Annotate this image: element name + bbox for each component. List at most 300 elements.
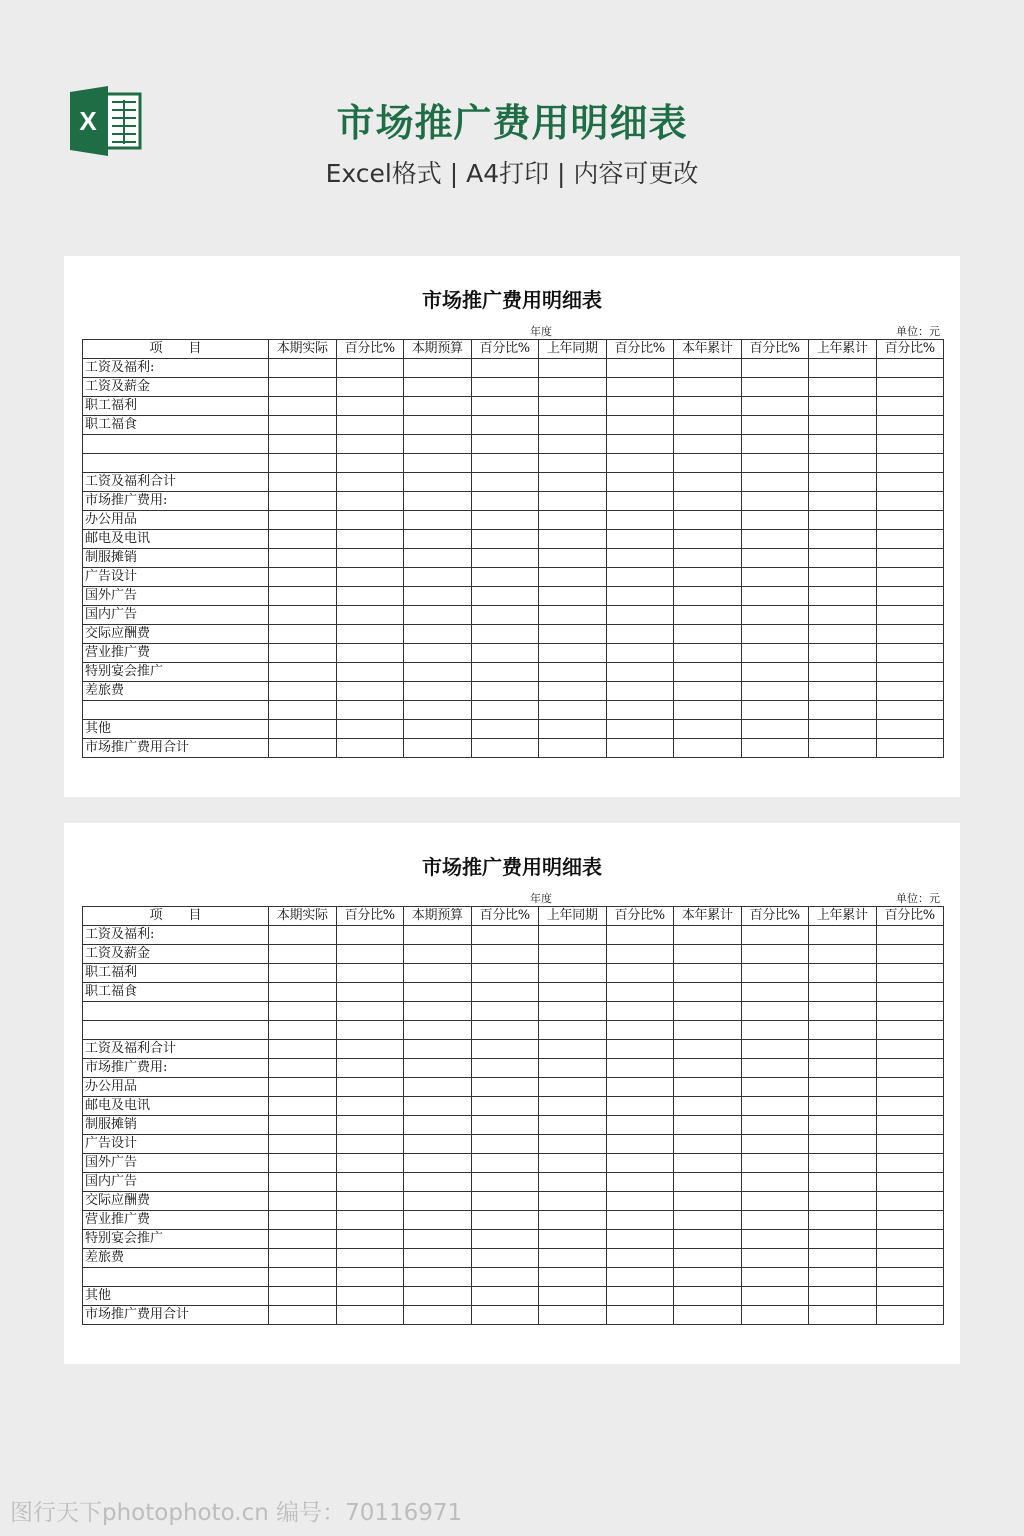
table-cell (471, 1173, 539, 1192)
column-header: 本期实际 (269, 340, 337, 359)
table-cell (336, 511, 404, 530)
table-cell (809, 720, 877, 739)
table-cell (876, 587, 944, 606)
row-label (83, 435, 269, 454)
table-cell (876, 1154, 944, 1173)
table-cell (809, 511, 877, 530)
row-label: 邮电及电讯 (83, 530, 269, 549)
table-cell (539, 1287, 607, 1306)
table-cell (404, 1002, 472, 1021)
sheet-preview-2 (64, 823, 960, 1364)
table-cell (404, 983, 472, 1002)
table-cell (336, 1211, 404, 1230)
table-cell (269, 530, 337, 549)
table-cell (269, 454, 337, 473)
row-label: 营业推广费 (83, 1211, 269, 1230)
row-label (83, 454, 269, 473)
column-header: 百分比% (606, 907, 674, 926)
table-cell (336, 1249, 404, 1268)
table-row (83, 473, 944, 492)
table-cell (404, 720, 472, 739)
table-cell (741, 739, 809, 758)
table-cell (539, 606, 607, 625)
table-cell (269, 625, 337, 644)
column-header: 百分比% (876, 340, 944, 359)
table-cell (404, 926, 472, 945)
row-label: 广告设计 (83, 568, 269, 587)
table-cell (471, 1078, 539, 1097)
table-cell (809, 530, 877, 549)
table-cell (269, 1306, 337, 1325)
table-cell (471, 945, 539, 964)
table-cell (674, 1059, 742, 1078)
table-cell (539, 1306, 607, 1325)
table-cell (674, 397, 742, 416)
table-cell (269, 964, 337, 983)
table-cell (876, 625, 944, 644)
table-cell (471, 416, 539, 435)
expense-table (82, 339, 944, 758)
table-cell (876, 1211, 944, 1230)
table-cell (539, 739, 607, 758)
table-cell (606, 606, 674, 625)
row-label: 市场推广费用合计 (83, 1306, 269, 1325)
table-cell (471, 435, 539, 454)
table-cell (539, 964, 607, 983)
table-cell (876, 720, 944, 739)
table-cell (471, 625, 539, 644)
table-cell (809, 701, 877, 720)
table-cell (471, 1211, 539, 1230)
table-cell (741, 511, 809, 530)
table-cell (741, 549, 809, 568)
table-cell (606, 454, 674, 473)
table-cell (674, 1192, 742, 1211)
table-cell (674, 644, 742, 663)
table-cell (404, 701, 472, 720)
table-cell (606, 397, 674, 416)
column-header: 百分比% (471, 907, 539, 926)
table-cell (809, 1135, 877, 1154)
table-header-row (83, 340, 944, 359)
table-cell (336, 1268, 404, 1287)
table-cell (269, 1211, 337, 1230)
table-cell (336, 1173, 404, 1192)
table-cell (606, 701, 674, 720)
row-label: 工资及福利合计 (83, 473, 269, 492)
table-row (83, 945, 944, 964)
table-cell (471, 1040, 539, 1059)
table-cell (606, 530, 674, 549)
table-cell (539, 530, 607, 549)
row-label: 其他 (83, 720, 269, 739)
table-cell (876, 644, 944, 663)
table-cell (606, 587, 674, 606)
table-cell (674, 1002, 742, 1021)
table-cell (809, 359, 877, 378)
table-cell (404, 435, 472, 454)
table-cell (809, 1078, 877, 1097)
table-cell (674, 1078, 742, 1097)
table-cell (606, 625, 674, 644)
table-cell (876, 511, 944, 530)
table-cell (741, 359, 809, 378)
table-row (83, 1287, 944, 1306)
table-cell (674, 1135, 742, 1154)
table-cell (269, 1135, 337, 1154)
table-cell (539, 1078, 607, 1097)
row-label: 营业推广费 (83, 644, 269, 663)
table-cell (539, 435, 607, 454)
table-cell (336, 926, 404, 945)
table-cell (471, 378, 539, 397)
table-cell (336, 1059, 404, 1078)
table-cell (471, 359, 539, 378)
table-cell (741, 926, 809, 945)
table-cell (741, 1116, 809, 1135)
table-cell (809, 945, 877, 964)
table-cell (876, 1040, 944, 1059)
table-cell (606, 568, 674, 587)
row-label: 国外广告 (83, 1154, 269, 1173)
row-label: 国内广告 (83, 606, 269, 625)
table-cell (269, 1002, 337, 1021)
table-cell (809, 1002, 877, 1021)
table-cell (606, 682, 674, 701)
table-cell (876, 416, 944, 435)
row-label: 国外广告 (83, 587, 269, 606)
table-cell (606, 1230, 674, 1249)
table-cell (269, 606, 337, 625)
table-cell (404, 945, 472, 964)
table-cell (876, 359, 944, 378)
table-cell (539, 1059, 607, 1078)
table-cell (539, 587, 607, 606)
table-cell (269, 1230, 337, 1249)
table-cell (741, 1002, 809, 1021)
table-cell (336, 945, 404, 964)
row-label: 市场推广费用合计 (83, 739, 269, 758)
table-cell (809, 1192, 877, 1211)
table-row (83, 1135, 944, 1154)
table-cell (471, 473, 539, 492)
table-cell (269, 568, 337, 587)
table-cell (741, 1268, 809, 1287)
table-cell (876, 1021, 944, 1040)
table-cell (269, 926, 337, 945)
table-cell (674, 606, 742, 625)
column-header-item: 项 目 (83, 340, 269, 359)
table-row (83, 1116, 944, 1135)
table-cell (606, 1268, 674, 1287)
table-cell (539, 682, 607, 701)
table-cell (471, 682, 539, 701)
table-cell (336, 397, 404, 416)
table-cell (404, 1040, 472, 1059)
table-cell (404, 1192, 472, 1211)
table-cell (269, 1192, 337, 1211)
table-cell (809, 663, 877, 682)
row-label: 差旅费 (83, 682, 269, 701)
table-cell (269, 1249, 337, 1268)
table-cell (269, 1078, 337, 1097)
table-row (83, 964, 944, 983)
table-cell (471, 511, 539, 530)
column-header: 本年累计 (674, 907, 742, 926)
table-cell (336, 1230, 404, 1249)
table-cell (876, 454, 944, 473)
table-cell (809, 625, 877, 644)
table-cell (539, 1097, 607, 1116)
table-cell (674, 530, 742, 549)
table-cell (539, 1002, 607, 1021)
row-label: 其他 (83, 1287, 269, 1306)
column-header: 百分比% (606, 340, 674, 359)
table-cell (809, 492, 877, 511)
table-cell (471, 1287, 539, 1306)
table-cell (741, 663, 809, 682)
table-cell (606, 983, 674, 1002)
table-cell (404, 625, 472, 644)
table-cell (741, 983, 809, 1002)
table-cell (269, 663, 337, 682)
table-cell (809, 739, 877, 758)
table-cell (809, 378, 877, 397)
table-cell (269, 359, 337, 378)
table-cell (674, 720, 742, 739)
table-cell (336, 359, 404, 378)
table-cell (674, 945, 742, 964)
table-cell (336, 530, 404, 549)
table-row (83, 492, 944, 511)
row-label: 办公用品 (83, 511, 269, 530)
table-cell (404, 682, 472, 701)
table-cell (404, 1059, 472, 1078)
table-cell (741, 1059, 809, 1078)
table-cell (876, 682, 944, 701)
row-label: 国内广告 (83, 1173, 269, 1192)
table-cell (809, 397, 877, 416)
table-cell (404, 606, 472, 625)
table-cell (674, 663, 742, 682)
table-row (83, 663, 944, 682)
table-cell (876, 1306, 944, 1325)
row-label (83, 1002, 269, 1021)
table-cell (269, 1097, 337, 1116)
table-cell (336, 416, 404, 435)
column-header: 上年累计 (809, 340, 877, 359)
table-row (83, 1059, 944, 1078)
table-cell (741, 1287, 809, 1306)
table-cell (674, 1097, 742, 1116)
table-cell (606, 492, 674, 511)
table-row (83, 1002, 944, 1021)
table-cell (336, 1306, 404, 1325)
table-cell (674, 473, 742, 492)
table-cell (674, 1306, 742, 1325)
row-label: 差旅费 (83, 1249, 269, 1268)
table-cell (539, 549, 607, 568)
table-cell (741, 435, 809, 454)
table-cell (674, 1230, 742, 1249)
table-cell (741, 1173, 809, 1192)
expense-table (82, 906, 944, 1325)
table-cell (674, 1287, 742, 1306)
table-cell (336, 454, 404, 473)
table-cell (269, 511, 337, 530)
table-cell (471, 1021, 539, 1040)
table-cell (404, 1021, 472, 1040)
table-row (83, 606, 944, 625)
table-cell (336, 378, 404, 397)
table-cell (539, 644, 607, 663)
table-cell (606, 1192, 674, 1211)
table-cell (404, 454, 472, 473)
table-cell (336, 1040, 404, 1059)
table-cell (539, 1192, 607, 1211)
table-cell (539, 701, 607, 720)
table-cell (471, 530, 539, 549)
table-cell (809, 1211, 877, 1230)
table-cell (269, 701, 337, 720)
table-cell (809, 1116, 877, 1135)
table-row (83, 435, 944, 454)
table-cell (539, 1040, 607, 1059)
table-cell (606, 644, 674, 663)
table-cell (674, 492, 742, 511)
table-row (83, 682, 944, 701)
table-row (83, 1192, 944, 1211)
table-cell (336, 1021, 404, 1040)
table-cell (471, 1230, 539, 1249)
row-label: 职工福利 (83, 964, 269, 983)
row-label: 交际应酬费 (83, 1192, 269, 1211)
column-header: 本年累计 (674, 340, 742, 359)
table-cell (539, 663, 607, 682)
table-cell (809, 1287, 877, 1306)
table-cell (404, 1154, 472, 1173)
table-cell (269, 416, 337, 435)
table-cell (404, 530, 472, 549)
row-label (83, 701, 269, 720)
table-cell (336, 568, 404, 587)
table-cell (606, 416, 674, 435)
table-row (83, 397, 944, 416)
table-cell (876, 739, 944, 758)
table-row (83, 1268, 944, 1287)
table-cell (269, 1021, 337, 1040)
table-cell (336, 1116, 404, 1135)
table-cell (471, 663, 539, 682)
table-cell (876, 1192, 944, 1211)
table-cell (336, 739, 404, 758)
table-row (83, 1097, 944, 1116)
table-cell (471, 587, 539, 606)
table-cell (336, 625, 404, 644)
table-row (83, 1306, 944, 1325)
table-cell (741, 587, 809, 606)
sheet-title: 市场推广费用明细表 (422, 288, 602, 312)
table-cell (471, 1192, 539, 1211)
table-cell (539, 720, 607, 739)
table-cell (876, 1135, 944, 1154)
table-cell (404, 511, 472, 530)
table-cell (269, 983, 337, 1002)
table-cell (471, 701, 539, 720)
row-label: 办公用品 (83, 1078, 269, 1097)
table-cell (269, 1040, 337, 1059)
table-row (83, 1249, 944, 1268)
column-header: 百分比% (741, 340, 809, 359)
table-cell (539, 1021, 607, 1040)
column-header: 百分比% (741, 907, 809, 926)
table-cell (471, 1116, 539, 1135)
table-row (83, 926, 944, 945)
table-cell (404, 492, 472, 511)
table-cell (809, 964, 877, 983)
table-cell (471, 1097, 539, 1116)
table-cell (741, 1249, 809, 1268)
table-cell (471, 1059, 539, 1078)
table-cell (269, 1154, 337, 1173)
table-cell (404, 378, 472, 397)
table-cell (269, 378, 337, 397)
table-cell (674, 1040, 742, 1059)
table-cell (741, 568, 809, 587)
table-cell (809, 473, 877, 492)
table-cell (269, 739, 337, 758)
table-cell (336, 549, 404, 568)
table-row (83, 644, 944, 663)
table-cell (606, 739, 674, 758)
table-cell (539, 397, 607, 416)
table-cell (606, 1059, 674, 1078)
table-cell (539, 511, 607, 530)
row-label: 邮电及电讯 (83, 1097, 269, 1116)
table-cell (809, 416, 877, 435)
table-cell (674, 1116, 742, 1135)
column-header: 本期实际 (269, 907, 337, 926)
table-cell (539, 625, 607, 644)
table-cell (674, 454, 742, 473)
table-cell (539, 473, 607, 492)
table-cell (336, 492, 404, 511)
row-label: 工资及薪金 (83, 378, 269, 397)
year-label: 年度 (530, 325, 552, 338)
table-cell (674, 549, 742, 568)
table-cell (471, 1154, 539, 1173)
table-cell (606, 1154, 674, 1173)
table-cell (741, 682, 809, 701)
table-cell (606, 1306, 674, 1325)
table-cell (876, 606, 944, 625)
banner-title: 市场推广费用明细表 (336, 101, 688, 145)
table-row (83, 1211, 944, 1230)
column-header: 本期预算 (404, 340, 472, 359)
row-label: 广告设计 (83, 1135, 269, 1154)
table-cell (336, 663, 404, 682)
table-cell (741, 1078, 809, 1097)
column-header: 本期预算 (404, 907, 472, 926)
table-cell (674, 983, 742, 1002)
table-cell (809, 1268, 877, 1287)
table-cell (606, 1021, 674, 1040)
table-cell (741, 492, 809, 511)
table-cell (404, 663, 472, 682)
table-cell (809, 1059, 877, 1078)
table-cell (404, 1173, 472, 1192)
table-cell (741, 701, 809, 720)
